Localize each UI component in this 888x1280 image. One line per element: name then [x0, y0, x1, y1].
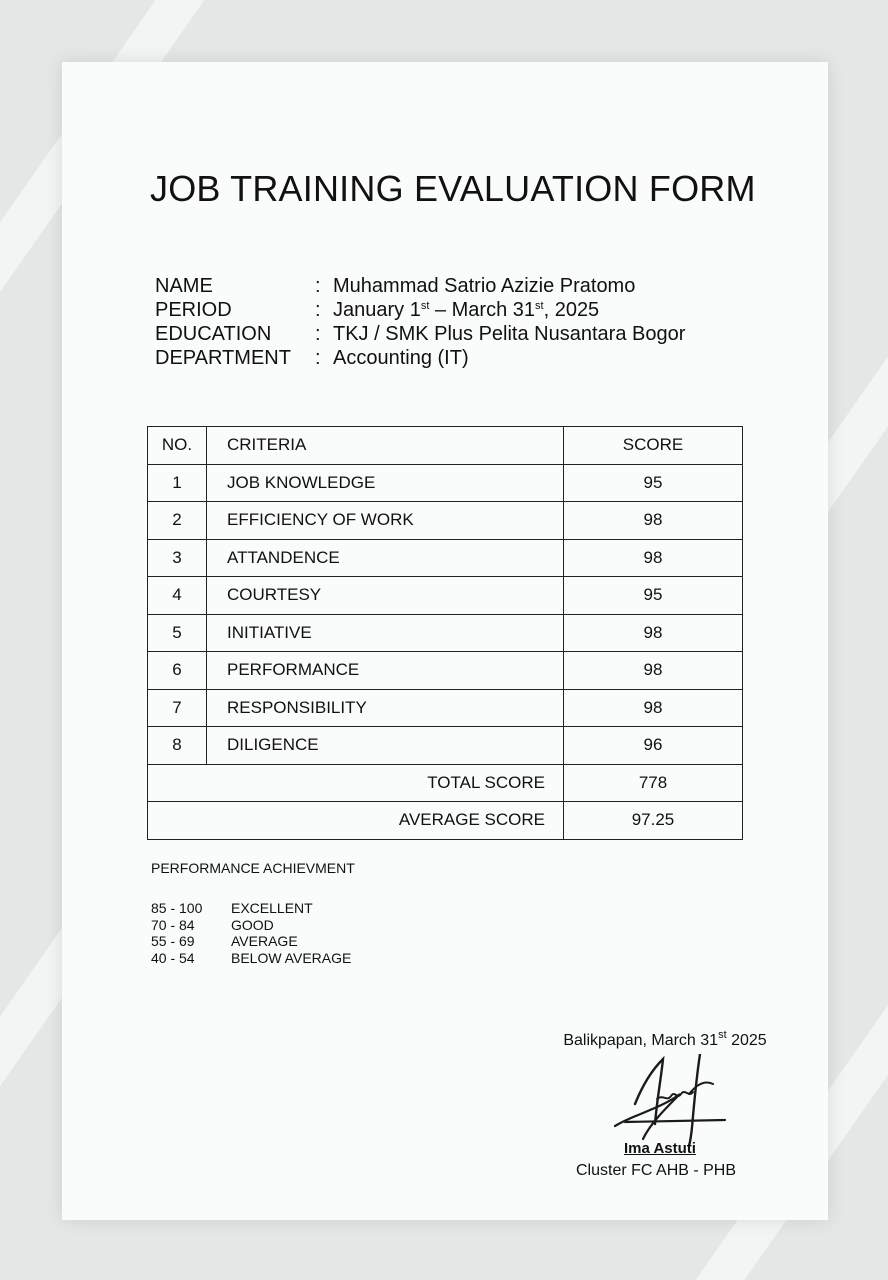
- sign-place-date: [540, 1029, 790, 1050]
- legend-label: AVERAGE: [231, 933, 298, 949]
- signature-block: [540, 1029, 790, 1179]
- row-criteria: INITIATIVE: [207, 614, 564, 652]
- legend-item: [151, 950, 355, 967]
- table-row: [148, 502, 743, 540]
- average-label: AVERAGE SCORE: [148, 802, 564, 840]
- row-no: 6: [148, 652, 207, 690]
- period-label: PERIOD: [155, 299, 232, 321]
- form-title: JOB TRAINING EVALUATION FORM: [150, 168, 756, 209]
- sign-place: Balikpapan, March 31: [563, 1032, 719, 1049]
- period-mid: – March 31: [429, 299, 536, 321]
- row-criteria: DILIGENCE: [207, 727, 564, 765]
- department-label: DEPARTMENT: [155, 347, 291, 369]
- row-no: 7: [148, 689, 207, 727]
- header-no: NO.: [148, 427, 207, 465]
- average-row: [148, 802, 743, 840]
- row-no: 1: [148, 464, 207, 502]
- handwritten-signature: [605, 1054, 735, 1149]
- legend-item: [151, 933, 355, 950]
- row-criteria: JOB KNOWLEDGE: [207, 464, 564, 502]
- period-row: [155, 298, 685, 322]
- table-row: [148, 577, 743, 615]
- trainee-info: [155, 274, 685, 370]
- row-score: 95: [564, 464, 743, 502]
- total-label: TOTAL SCORE: [148, 764, 564, 802]
- row-criteria: RESPONSIBILITY: [207, 689, 564, 727]
- legend-item: [151, 900, 355, 917]
- performance-legend: [151, 860, 355, 966]
- row-no: 4: [148, 577, 207, 615]
- row-no: 2: [148, 502, 207, 540]
- department-row: [155, 346, 685, 370]
- education-row: [155, 322, 685, 346]
- name-value: Muhammad Satrio Azizie Pratomo: [333, 275, 636, 297]
- colon: :: [315, 275, 321, 297]
- total-row: [148, 764, 743, 802]
- period-start-sup: st: [420, 300, 430, 312]
- row-score: 95: [564, 577, 743, 615]
- evaluation-table: [147, 426, 743, 840]
- row-criteria: PERFORMANCE: [207, 652, 564, 690]
- header-score: SCORE: [564, 427, 743, 465]
- row-score: 98: [564, 652, 743, 690]
- legend-label: GOOD: [231, 916, 274, 933]
- row-criteria: COURTESY: [207, 577, 564, 615]
- row-no: 5: [148, 614, 207, 652]
- legend-range: 40 - 54: [151, 949, 195, 966]
- row-criteria: ATTANDENCE: [207, 539, 564, 577]
- period-end-sup: st: [535, 300, 544, 312]
- education-value: TKJ / SMK Plus Pelita Nusantara Bogor: [333, 323, 686, 345]
- legend-title: PERFORMANCE ACHIEVMENT: [151, 860, 355, 876]
- legend-range: 85 - 100: [151, 900, 203, 916]
- legend-label: BELOW AVERAGE: [231, 949, 352, 966]
- period-start: January 1: [333, 299, 421, 321]
- row-score: 98: [564, 502, 743, 540]
- sign-year: 2025: [726, 1032, 767, 1049]
- department-value: Accounting (IT): [333, 347, 469, 369]
- table-row: [148, 539, 743, 577]
- sign-place-sup: st: [718, 1029, 727, 1041]
- row-score: 98: [564, 689, 743, 727]
- table-header-row: [148, 427, 743, 465]
- table-row: [148, 652, 743, 690]
- table-row: [148, 727, 743, 765]
- row-no: 8: [148, 727, 207, 765]
- colon: :: [315, 347, 321, 369]
- legend-label: EXCELLENT: [231, 900, 313, 916]
- name-label: NAME: [155, 275, 213, 297]
- colon: :: [315, 323, 321, 345]
- row-score: 98: [564, 539, 743, 577]
- table-row: [148, 464, 743, 502]
- legend-range: 70 - 84: [151, 916, 195, 933]
- total-value: 778: [564, 764, 743, 802]
- signer-name: Ima Astuti: [624, 1140, 696, 1157]
- legend-item: [151, 917, 355, 934]
- row-score: 98: [564, 614, 743, 652]
- period-year: , 2025: [543, 299, 600, 321]
- legend-range: 55 - 69: [151, 933, 195, 949]
- average-value: 97.25: [564, 802, 743, 840]
- row-no: 3: [148, 539, 207, 577]
- name-row: [155, 274, 685, 298]
- table-row: [148, 689, 743, 727]
- signer-title: Cluster FC AHB - PHB: [576, 1162, 737, 1179]
- period-value: [333, 298, 599, 322]
- row-criteria: EFFICIENCY OF WORK: [207, 502, 564, 540]
- education-label: EDUCATION: [155, 323, 272, 345]
- row-score: 96: [564, 727, 743, 765]
- header-criteria: CRITERIA: [207, 427, 564, 465]
- table-row: [148, 614, 743, 652]
- colon: :: [315, 299, 321, 321]
